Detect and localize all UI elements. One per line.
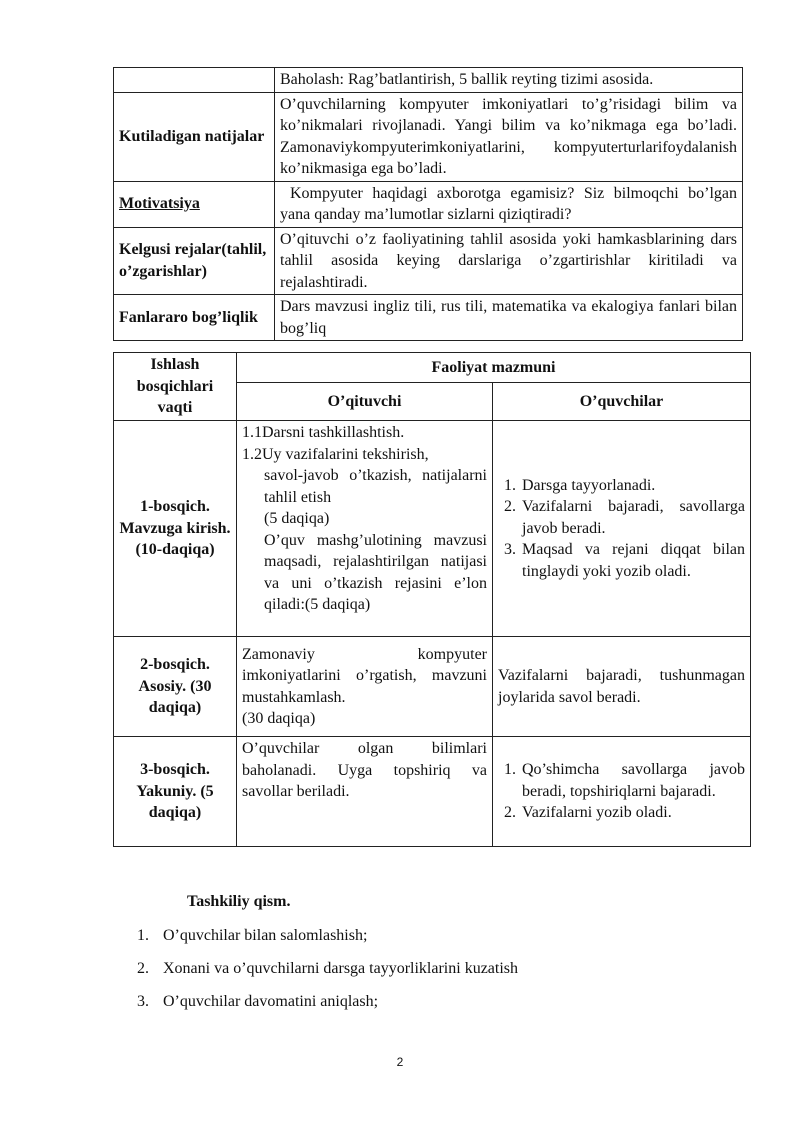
list-text: O’quvchilar davomatini aniqlash; (163, 993, 379, 1010)
header-stage: Ishlash bosqichlari vaqti (114, 353, 237, 421)
list-item: 1. Darsga tayyorlanadi. (520, 475, 745, 497)
list-item (137, 991, 518, 1024)
students-cell (493, 421, 751, 637)
list-item (137, 958, 518, 991)
organizational-list (137, 925, 518, 1024)
row-text: O’qituvchi o’z faoliyatining tahlil asosida yoki hamkasblarining dars tahlil asosida keying darslariga o’zgartirishlar kiritiladi va rejalashtiradi. (275, 227, 743, 295)
row-label: Kelgusi rejalar(tahlil, o’zgarishlar) (114, 227, 275, 295)
list-number: 2. (137, 960, 149, 977)
list-item: 2. Vazifalarni bajaradi, savollarga javob beradi. (520, 496, 745, 539)
table-row (114, 295, 743, 341)
row-label: Kutiladigan natijalar (114, 92, 275, 181)
teacher-text: Zamonaviy kompyuter imkoniyatlarini o’rgatish, mavzuni mustahkamlash. (242, 645, 487, 706)
row-text: O’quvchilarning kompyuter imkoniyatlari to’g’risidagi bilim va ko’nikmalari rivojlanadi. Yangi bilim va ko’nikmaga ega bo’ladi. Zamonaviykompyuterimkoniyatlarini, kompyuterturlarifoydalanish ko’nikmasiga ega bo’ladi. (275, 92, 743, 181)
table-row (114, 227, 743, 295)
teacher-line: O’quv mashg’ulotining mavzusi maqsadi, rejalashtirilgan natijasi va uni o’tkazish rejasini e’lon qiladi:(5 daqiqa) (264, 531, 487, 613)
teacher-line: savol-javob o’tkazish, natijalarni tahlil etish (264, 467, 487, 506)
stage-cell: 3-bosqich. Yakuniy. (5 daqiqa) (114, 737, 237, 847)
table-row (114, 737, 751, 847)
stage-cell: 2-bosqich. Asosiy. (30 daqiqa) (114, 637, 237, 737)
teacher-line: 1.1Darsni tashkillashtish. (242, 424, 405, 441)
table-row (114, 637, 751, 737)
teacher-line: (5 daqiqa) (264, 510, 330, 527)
section-title: Tashkiliy qism. (187, 893, 291, 910)
row-label: Fanlararo bog’liqlik (114, 295, 275, 341)
table-row (114, 92, 743, 181)
students-cell: Vazifalarni bajaradi, tushunmagan joylarida savol beradi. (493, 637, 751, 737)
list-item (137, 925, 518, 958)
table-header-row (114, 353, 751, 383)
teacher-line: 1.2Uy vazifalarini tekshirish, (242, 445, 429, 463)
list-number: 3. (137, 993, 149, 1010)
header-students: O’quvchilar (493, 383, 751, 421)
row-label (114, 68, 275, 93)
header-teacher: O’qituvchi (237, 383, 493, 421)
row-text: Dars mavzusi ingliz tili, rus tili, matematika va ekalogiya fanlari bilan bog’liq (275, 295, 743, 341)
list-text: O’quvchilar bilan salomlashish; (163, 927, 368, 944)
row-label: Motivatsiya (119, 195, 200, 213)
list-item: 1. Qo’shimcha savollarga javob beradi, topshiriqlarni bajaradi. (520, 759, 745, 802)
list-number: 1. (137, 927, 149, 944)
row-text: Baholash: Rag’batlantirish, 5 ballik reyting tizimi asosida. (275, 68, 743, 93)
teacher-cell: O’quvchilar olgan bilimlari baholanadi. Uyga topshiriq va savollar beriladi. (237, 737, 493, 847)
table-row (114, 421, 751, 637)
list-text: Xonani va o’quvchilarni darsga tayyorliklarini kuzatish (163, 960, 519, 977)
students-cell (493, 737, 751, 847)
list-item: 3. Maqsad va rejani diqqat bilan tinglaydi yoki yozib oladi. (520, 539, 745, 582)
teacher-time: (30 daqiqa) (242, 710, 316, 727)
header-content: Faoliyat mazmuni (237, 353, 751, 383)
stage-cell: 1-bosqich. Mavzuga kirish. (10-daqiqa) (114, 421, 237, 637)
teacher-cell (237, 637, 493, 737)
table-row (114, 181, 743, 227)
row-text: Kompyuter haqidagi axborotga egamisiz? Siz bilmoqchi bo’lgan yana qanday ma’lumotlar sizlarni qiziqtiradi? (275, 181, 743, 227)
activity-table (113, 352, 751, 847)
lesson-info-table (113, 67, 743, 341)
students-list (498, 759, 745, 824)
students-list (498, 475, 745, 583)
page-number: 2 (396, 1055, 404, 1069)
table-row (114, 68, 743, 93)
teacher-cell (237, 421, 493, 637)
list-item: 2. Vazifalarni yozib oladi. (520, 802, 745, 824)
